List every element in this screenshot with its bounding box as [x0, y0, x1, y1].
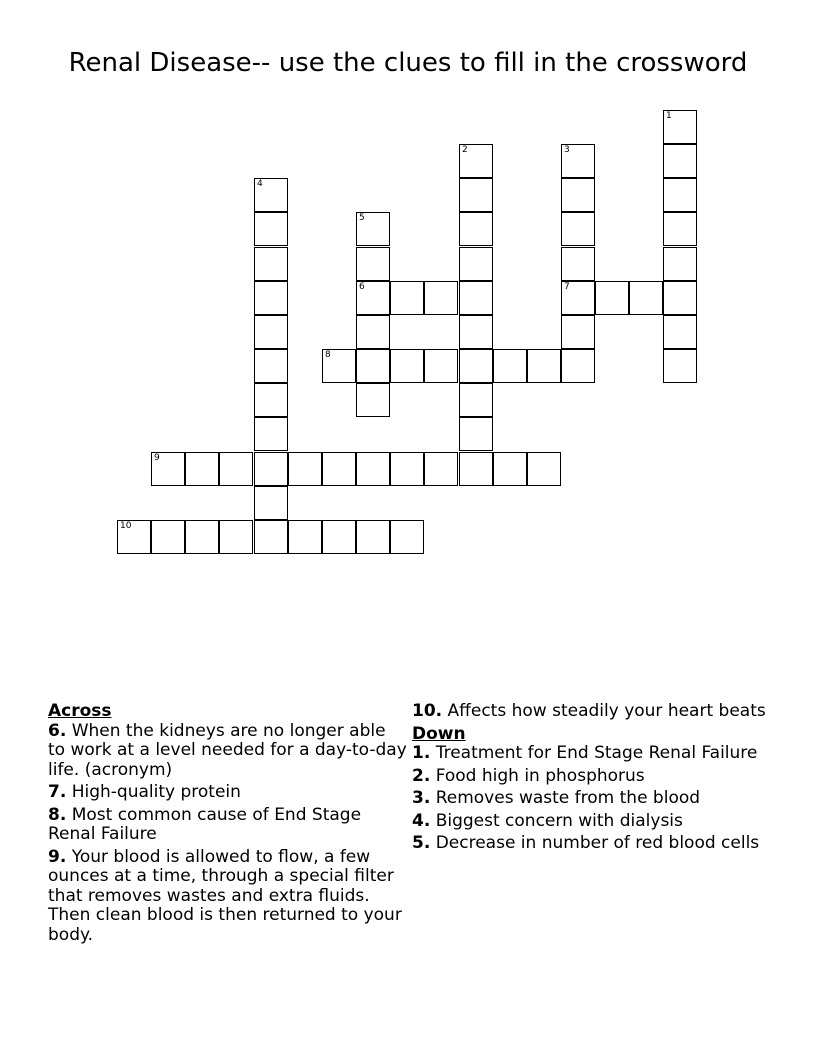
clue-across-8 [48, 806, 408, 845]
crossword-cell[interactable] [459, 349, 493, 383]
cell-number: 5 [359, 213, 365, 223]
crossword-cell[interactable] [459, 417, 493, 451]
crossword-cell[interactable] [322, 452, 356, 486]
clue-across-10 [412, 702, 772, 722]
crossword-cell[interactable] [424, 281, 458, 315]
crossword-cell[interactable] [459, 281, 493, 315]
crossword-cell[interactable] [424, 452, 458, 486]
cell-number: 1 [666, 111, 672, 121]
crossword-cell[interactable] [185, 520, 219, 554]
crossword-cell[interactable] [151, 452, 185, 486]
crossword-cell[interactable] [459, 247, 493, 281]
crossword-cell[interactable] [561, 281, 595, 315]
crossword-cell[interactable] [561, 144, 595, 178]
crossword-cell[interactable] [288, 520, 322, 554]
crossword-cell[interactable] [459, 452, 493, 486]
clue-number: 10. [412, 701, 443, 721]
crossword-cell[interactable] [663, 281, 697, 315]
crossword-cell[interactable] [356, 247, 390, 281]
crossword-cell[interactable] [390, 349, 424, 383]
crossword-cell[interactable] [254, 383, 288, 417]
crossword-cell[interactable] [561, 178, 595, 212]
clue-text: High-quality protein [71, 782, 241, 802]
crossword-cell[interactable] [663, 110, 697, 144]
crossword-cell[interactable] [459, 144, 493, 178]
crossword-cell[interactable] [288, 452, 322, 486]
clue-number: 9. [48, 846, 67, 867]
crossword-cell[interactable] [663, 212, 697, 246]
down-heading: Down [412, 723, 466, 744]
crossword-cell[interactable] [459, 178, 493, 212]
crossword-cell[interactable] [459, 383, 493, 417]
crossword-cell[interactable] [527, 452, 561, 486]
clue-number: 8. [48, 804, 67, 825]
crossword-cell[interactable] [254, 178, 288, 212]
clue-text: Food high in phosphorus [435, 765, 645, 786]
crossword-cell[interactable] [254, 417, 288, 451]
crossword-cell[interactable] [356, 383, 390, 417]
cell-number: 8 [325, 350, 331, 360]
crossword-cell[interactable] [254, 520, 288, 554]
clue-text: Removes waste from the blood [435, 788, 701, 808]
clues-right-column [412, 702, 772, 857]
crossword-cell[interactable] [390, 452, 424, 486]
crossword-cell[interactable] [663, 178, 697, 212]
page-title: Renal Disease-- use the clues to fill in the crossword [68, 48, 748, 78]
crossword-cell[interactable] [561, 247, 595, 281]
across-heading: Across [48, 701, 112, 721]
crossword-cell[interactable] [185, 452, 219, 486]
crossword-cell[interactable] [254, 349, 288, 383]
crossword-cell[interactable] [254, 452, 288, 486]
cell-number: 6 [359, 282, 365, 292]
crossword-cell[interactable] [219, 452, 253, 486]
crossword-cell[interactable] [254, 281, 288, 315]
crossword-cell[interactable] [390, 281, 424, 315]
crossword-cell[interactable] [322, 349, 356, 383]
crossword-cell[interactable] [459, 315, 493, 349]
cell-number: 9 [154, 453, 160, 463]
crossword-cell[interactable] [561, 349, 595, 383]
crossword-cell[interactable] [629, 281, 663, 315]
crossword-cell[interactable] [356, 315, 390, 349]
clue-number: 2. [412, 765, 431, 786]
crossword-cell[interactable] [493, 452, 527, 486]
clue-text: When the kidneys are no longer able to work at a level needed for a day-to-day life. (acronym) [48, 720, 407, 780]
cell-number: 7 [564, 282, 570, 292]
crossword-cell[interactable] [493, 349, 527, 383]
clue-down-1 [412, 744, 772, 764]
clue-number: 1. [412, 743, 431, 763]
crossword-cell[interactable] [663, 247, 697, 281]
clue-down-3 [412, 789, 772, 809]
crossword-cell[interactable] [356, 349, 390, 383]
clue-number: 4. [412, 810, 431, 831]
clue-number: 5. [412, 833, 431, 853]
crossword-cell[interactable] [561, 212, 595, 246]
clue-text: Biggest concern with dialysis [435, 810, 683, 831]
crossword-cell[interactable] [356, 520, 390, 554]
crossword-cell[interactable] [117, 520, 151, 554]
crossword-cell[interactable] [663, 144, 697, 178]
crossword-cell[interactable] [151, 520, 185, 554]
clue-down-5 [412, 834, 772, 854]
cell-number: 4 [257, 179, 263, 189]
crossword-cell[interactable] [254, 247, 288, 281]
crossword-cell[interactable] [254, 212, 288, 246]
crossword-cell[interactable] [356, 281, 390, 315]
crossword-cell[interactable] [356, 452, 390, 486]
cell-number: 10 [120, 521, 132, 531]
clue-text: Most common cause of End Stage Renal Failure [48, 804, 362, 844]
clue-across-9 [48, 848, 408, 946]
clue-text: Treatment for End Stage Renal Failure [435, 743, 758, 763]
clue-number: 6. [48, 720, 67, 741]
clue-across-6 [48, 722, 408, 781]
crossword-cell[interactable] [356, 212, 390, 246]
clues-left-column [48, 702, 408, 948]
clue-number: 3. [412, 788, 431, 808]
crossword-cell[interactable] [219, 520, 253, 554]
crossword-cell[interactable] [459, 212, 493, 246]
clue-text: Affects how steadily your heart beats [447, 701, 766, 721]
crossword-cell[interactable] [663, 315, 697, 349]
crossword-cell[interactable] [561, 315, 595, 349]
crossword-cell[interactable] [322, 520, 356, 554]
crossword-cell[interactable] [390, 520, 424, 554]
crossword-cell[interactable] [595, 281, 629, 315]
crossword-cell[interactable] [424, 349, 458, 383]
crossword-cell[interactable] [527, 349, 561, 383]
crossword-cell[interactable] [254, 315, 288, 349]
cell-number: 3 [564, 145, 570, 155]
crossword-cell[interactable] [663, 349, 697, 383]
clue-across-7 [48, 783, 408, 803]
clue-text: Your blood is allowed to flow, a few ounces at a time, through a special filter that removes wastes and extra fluids. Then clean blood is then returned to your body. [48, 846, 402, 945]
cell-number: 2 [462, 145, 468, 155]
clue-text: Decrease in number of red blood cells [435, 833, 760, 853]
crossword-cell[interactable] [254, 486, 288, 520]
clue-down-2 [412, 767, 772, 787]
clue-down-4 [412, 812, 772, 832]
clue-number: 7. [48, 782, 67, 802]
